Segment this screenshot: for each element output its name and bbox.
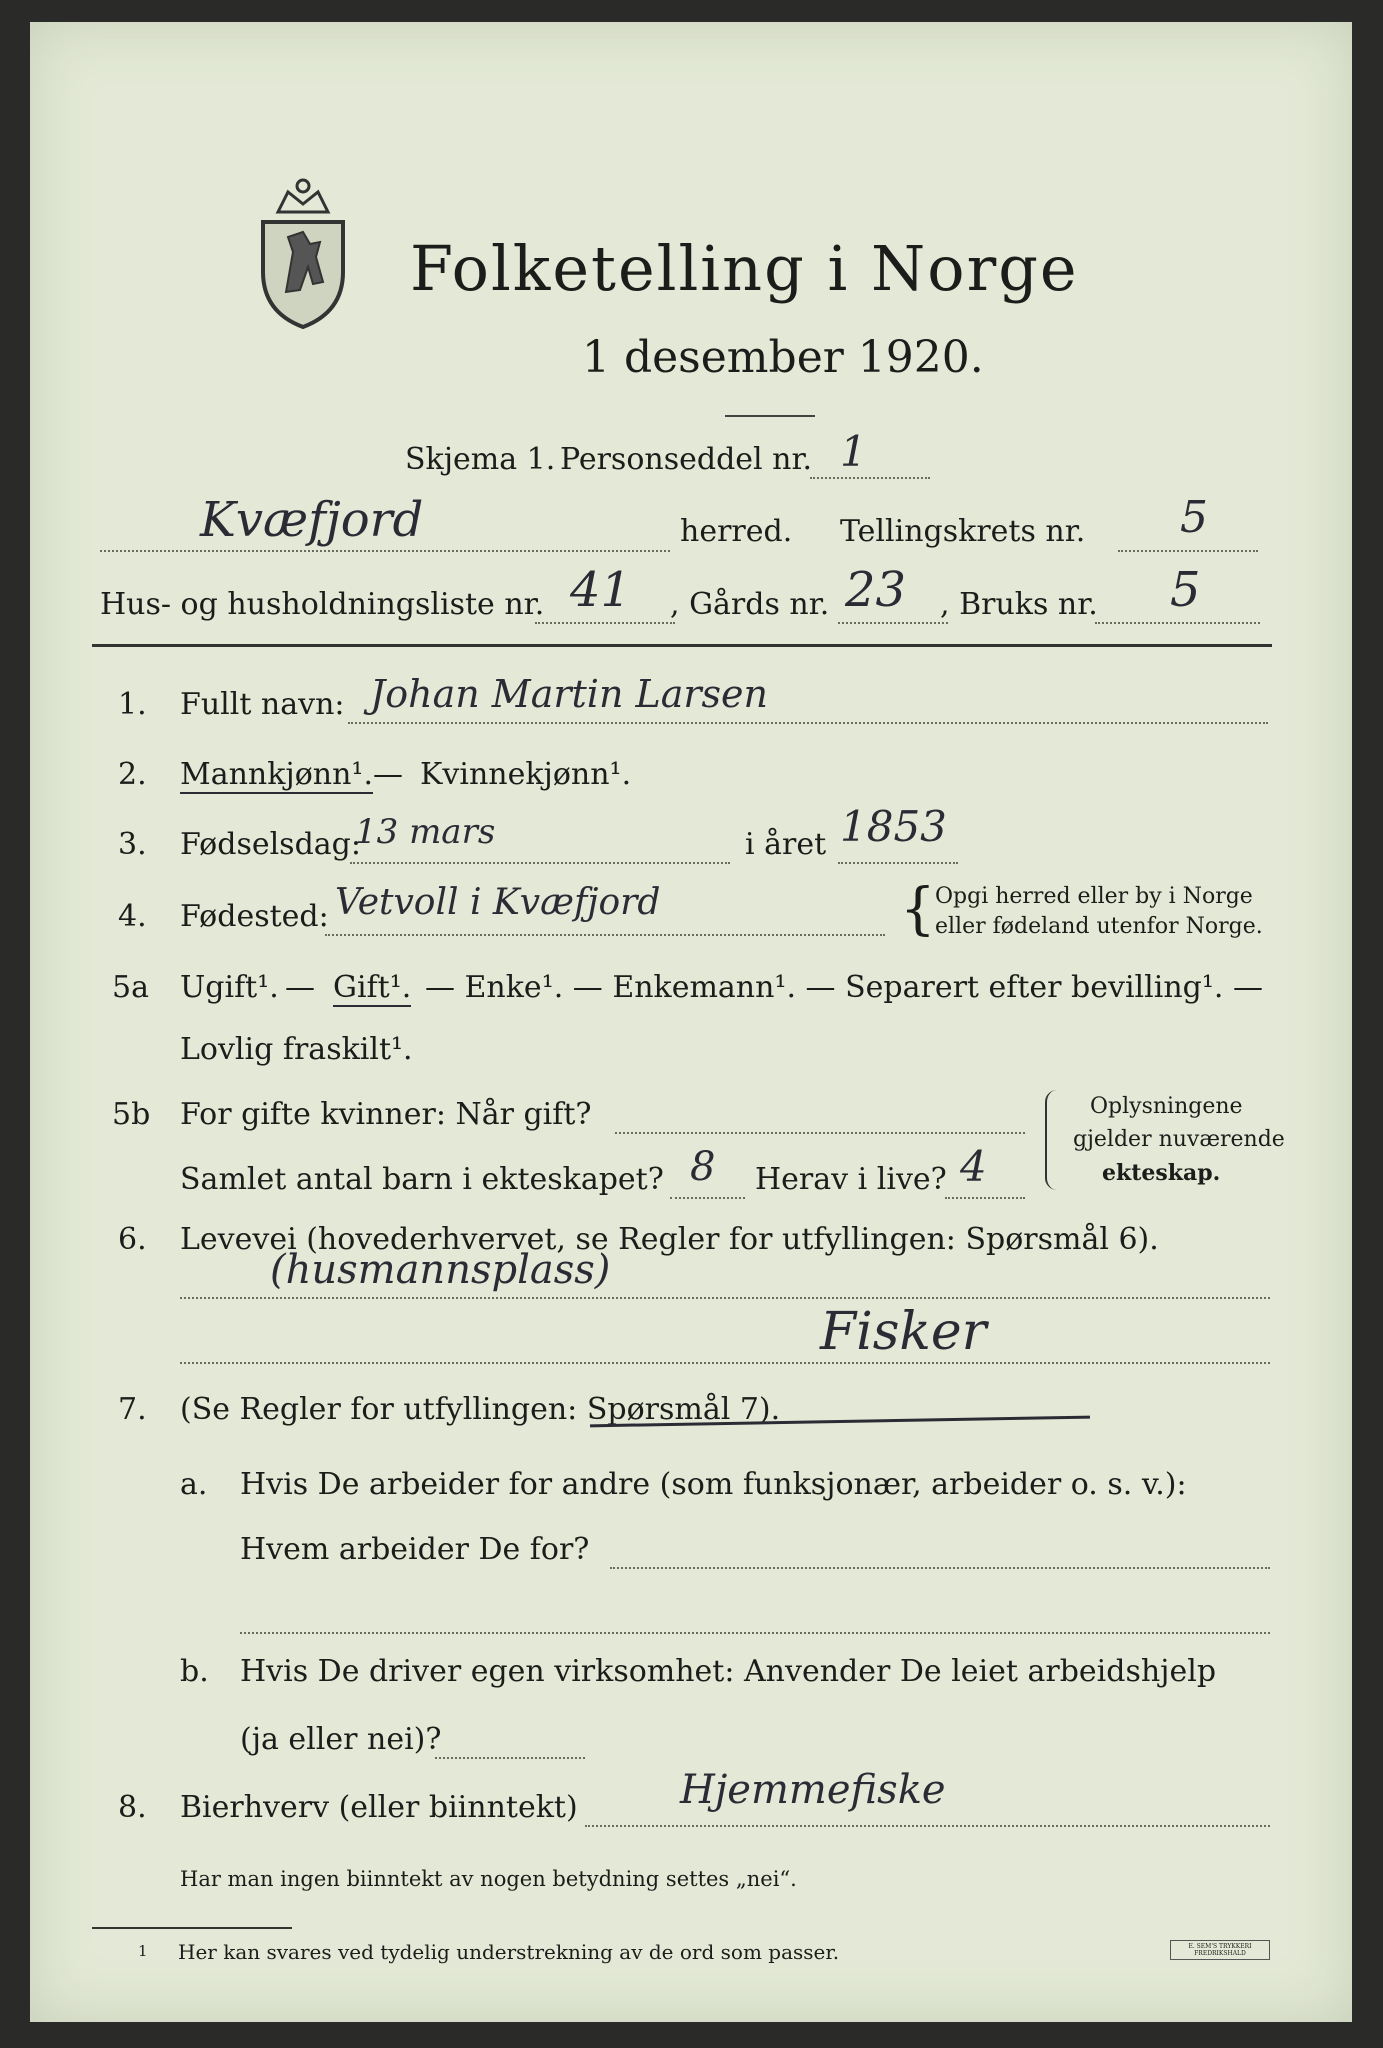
norway-coat-of-arms-icon [248,172,358,332]
field-number: 1. [118,687,147,722]
field-number: 6. [118,1222,147,1257]
herred-label: herred. [680,514,793,549]
field-number: 2. [118,757,147,792]
q7a-label: Hvis De arbeider for andre (som funksjonær, arbeider o. s. v.): [240,1467,1187,1502]
bruks-label: , Bruks nr. [940,587,1098,622]
marriage-note-1: Oplysningene [1090,1094,1243,1119]
birth-year-label: i året [745,827,827,862]
form-title: Folketelling i Norge [410,232,1079,305]
personseddel-value: 1 [840,427,867,476]
full-name-label: Fullt navn: [180,687,345,722]
gards-label: , Gårds nr. [670,587,830,622]
tellingskrets-label: Tellingskrets nr. [840,514,1086,549]
census-form-page: Folketelling i Norge 1 desember 1920. Skjema 1. Personseddel nr. 1 Kvæfjord herred. Tellingskrets nr. 5 Hus- og husholdningsliste nr. 41 , Gårds nr. 23 , Bruks nr. 5 1. Fullt navn: Johan Martin Larsen 2. Mannkjønn¹. — Kvinnekjønn¹. 3. Fødselsdag: 13 mars i året 1853 4. Fødested: Vetvoll i Kvæfjord { Opgi herred eller by i Norge eller fødeland utenfor Norge. 5a Ugift¹. — Gift¹. — Enke¹. — Enkemann¹. — Separert efter bevilling¹. — Lovlig fraskilt¹. 5b For gifte kvinner: Når gift? Samlet antal barn i ekteskapet? 8 Herav i live? 4 Oplysningene gjelder nuværende ekteskap. 6. Levevei (hovederhvervet, se Regler for utfyllingen: Spørsmål 6). (husmannsplass) Fisker 7. (Se Regler for utfyllingen: Spørsmål 7). a. Hvis De arbeider for andre (som funksjonær, arbeider o. s. v.): Hvem arbeider De for? b. Hvis De driver egen virksomhet: Anvender De leiet arbeidshjelp (ja eller nei)? 8. Bierhverv (eller biinntekt) Hjemmefiske Har man ingen biinntekt av nogen betydning settes „nei“. 1 Her kan svares ved tydelig understrekning av de ord som passer. E. SEM'S TRYKKERI FREDRIKSHALD [30,22,1352,2022]
census-date: 1 desember 1920. [582,332,984,383]
birthplace-note-1: Opgi herred eller by i Norge [935,884,1253,909]
marriage-note-2: gjelder nuværende [1073,1127,1285,1152]
footnote-rule [92,1927,292,1929]
tellingskrets-value: 5 [1180,492,1208,543]
q7-label: (Se Regler for utfyllingen: Spørsmål 7). [180,1392,781,1427]
schema-label: Skjema 1. [405,442,556,477]
alive-value: 4 [960,1142,987,1191]
status-fraskilt: Lovlig fraskilt¹. [180,1032,413,1067]
field-number: 8. [118,1790,147,1825]
birthplace-label: Fødested: [180,899,329,934]
field-number: 3. [118,827,147,862]
married-when-label: For gifte kvinner: Når gift? [180,1097,592,1132]
herred-value: Kvæfjord [200,492,424,548]
title-divider [725,415,815,417]
birthday-label: Fødselsdag: [180,827,361,862]
personseddel-label: Personseddel nr. [560,442,813,477]
sex-separator: — [373,757,403,792]
birthplace-note-2: eller fødeland utenfor Norge. [935,914,1263,939]
field-number: 4. [118,899,147,934]
birthday-value: 13 mars [355,812,496,852]
side-income-value: Hjemmefiske [680,1767,946,1813]
gards-value: 23 [845,562,907,618]
occupation-label: Levevei (hovederhvervet, se Regler for utfyllingen: Spørsmål 6). [180,1222,1159,1257]
alive-label: Herav i live? [755,1162,947,1197]
husholdning-value: 41 [570,562,632,618]
q7b-letter: b. [180,1654,209,1689]
q7a-letter: a. [180,1467,208,1502]
footnote-mark: 1 [138,1942,148,1960]
footnote-text: Her kan svares ved tydelig understrekning av de ord som passer. [178,1940,840,1964]
occupation-value-1: (husmannsplass) [270,1247,611,1293]
brace: { [900,877,936,942]
occupation-value-2: Fisker [820,1302,987,1362]
children-label: Samlet antal barn i ekteskapet? [180,1162,664,1197]
status-gift: Gift¹. [333,970,412,1005]
full-name-value: Johan Martin Larsen [370,672,769,716]
q7b-question: (ja eller nei)? [240,1722,442,1757]
field-number: 5b [112,1097,151,1132]
side-income-label: Bierhverv (eller biinntekt) [180,1790,578,1825]
q7b-label: Hvis De driver egen virksomhet: Anvender De leiet arbeidshjelp [240,1654,1217,1689]
field-number: 5a [112,970,149,1005]
q7a-question: Hvem arbeider De for? [240,1532,590,1567]
status-others: — Enke¹. — Enkemann¹. — Separert efter bevilling¹. — [425,970,1263,1005]
bruks-value: 5 [1170,562,1201,618]
birth-year-value: 1853 [840,802,947,851]
sex-male-option: Mannkjønn¹. [180,757,373,792]
field-number: 7. [118,1392,147,1427]
printer-mark: E. SEM'S TRYKKERI FREDRIKSHALD [1170,1940,1270,1960]
brace [1045,1090,1057,1190]
marriage-note-3: ekteskap. [1102,1160,1221,1186]
footer-note: Har man ingen biinntekt av nogen betydning settes „nei“. [180,1867,797,1891]
header-rule [92,644,1272,647]
sex-female-option: Kvinnekjønn¹. [420,757,632,792]
status-ugift: Ugift¹. [180,970,279,1005]
birthplace-value: Vetvoll i Kvæfjord [335,882,661,923]
children-value: 8 [690,1144,716,1190]
husholdning-label: Hus- og husholdningsliste nr. [100,587,545,622]
